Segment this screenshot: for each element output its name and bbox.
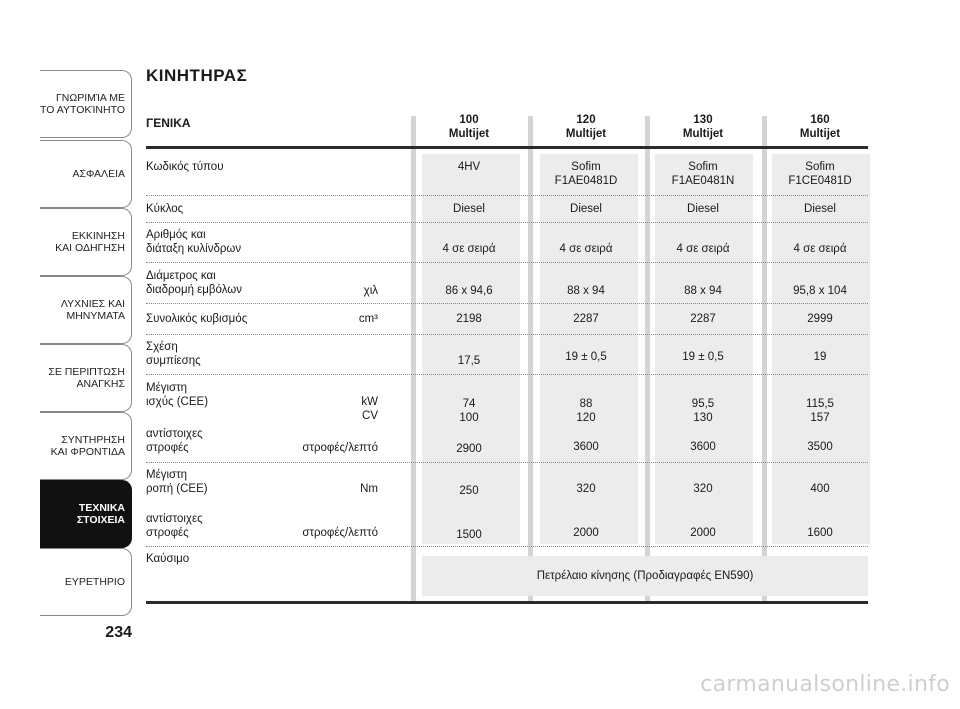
page-title: ΚΙΝΗΤΗΡΑΣ: [146, 66, 248, 85]
column-header-120: 120 Multijet: [565, 114, 607, 140]
cell-cycle-120: Diesel: [570, 203, 602, 215]
tab-lights-messages[interactable]: ΛΥΧΝΙΕΣ ΚΑΙ ΜΗΝΥΜΑΤΑ: [40, 276, 132, 344]
section-label: ΓΕΝΙΚΑ: [146, 116, 191, 130]
tab-safety[interactable]: ΑΣΦΑΛΕΙΑ: [40, 140, 132, 208]
cell-cylinders-120: 4 σε σειρά: [559, 243, 613, 255]
footer-rule: [146, 601, 868, 604]
unit-displacement: cm³: [358, 313, 378, 325]
unit-power: kW CV: [361, 396, 378, 422]
row-label-torque-rpm: αντίστοιχες στροφές: [146, 513, 203, 539]
row-label-displacement: Συνολικός κυβισμός: [146, 313, 248, 325]
cell-torque-rpm-120: 2000: [573, 527, 599, 539]
tab-getting-to-know[interactable]: ΓΝΩΡΙΜΊΑ ΜΕ ΤΟ ΑΥΤΟΚΊΝΗΤΟ: [40, 70, 132, 138]
row-label-cylinders: Αριθμός και διάταξη κυλίνδρων: [146, 229, 242, 255]
cell-power-rpm-120: 3600: [573, 441, 599, 453]
cell-cycle-160: Diesel: [804, 203, 836, 215]
cell-power-rpm-130: 3600: [690, 441, 716, 453]
cell-bore-stroke-160: 95,8 x 104: [793, 285, 847, 297]
cell-torque-160: 400: [810, 483, 830, 495]
cell-engine-code-130: Sofim F1AE0481N: [671, 161, 735, 187]
cell-engine-code-160: Sofim F1CE0481D: [788, 161, 852, 187]
unit-torque: Nm: [360, 483, 378, 495]
row-label-torque: Μέγιστη ροπή (CEE): [146, 469, 208, 495]
cell-torque-130: 320: [693, 483, 713, 495]
row-label-engine-code: Κωδικός τύπου: [146, 161, 224, 173]
page-number: 234: [105, 624, 132, 641]
cell-displacement-160: 2999: [807, 313, 833, 325]
cell-bore-stroke-100: 86 x 94,6: [445, 285, 493, 297]
row-divider: [146, 546, 868, 548]
cell-cylinders-130: 4 σε σειρά: [676, 243, 730, 255]
row-divider: [146, 195, 868, 197]
cell-bore-stroke-120: 88 x 94: [567, 285, 605, 297]
row-divider: [146, 222, 868, 224]
cell-fuel: Πετρέλαιο κίνησης (Προδιαγραφές EN590): [536, 570, 754, 582]
cell-power-rpm-160: 3500: [807, 441, 833, 453]
column-header-130: 130 Multijet: [682, 114, 724, 140]
cell-torque-120: 320: [576, 483, 596, 495]
header-rule: [146, 146, 868, 149]
cell-power-130: 95,5 130: [691, 398, 715, 424]
row-divider: [146, 334, 868, 336]
cell-cylinders-160: 4 σε σειρά: [793, 243, 847, 255]
cell-compression-100: 17,5: [457, 355, 481, 367]
cell-cycle-100: Diesel: [453, 203, 485, 215]
cell-torque-rpm-130: 2000: [690, 527, 716, 539]
column-header-100: 100 Multijet: [448, 114, 490, 140]
cell-displacement-100: 2198: [456, 313, 482, 325]
tab-technical-data[interactable]: ΤΕΧΝΙΚΑ ΣΤΟΙΧΕΙΑ: [40, 480, 132, 548]
cell-power-100: 74 100: [459, 398, 479, 424]
cell-torque-rpm-160: 1600: [807, 527, 833, 539]
cell-torque-100: 250: [459, 485, 479, 497]
watermark: carmanualsonline.info: [700, 672, 950, 697]
cell-engine-code-100: 4HV: [457, 161, 481, 173]
tab-index[interactable]: ΕΥΡΕΤΗΡΙΟ: [40, 548, 132, 616]
cell-power-160: 115,5 157: [806, 398, 834, 424]
cell-compression-120: 19 ± 0,5: [565, 351, 607, 363]
row-label-power: Μέγιστη ισχύς (CEE): [146, 382, 209, 408]
cell-cylinders-100: 4 σε σειρά: [442, 243, 496, 255]
cell-bore-stroke-130: 88 x 94: [684, 285, 722, 297]
row-divider: [146, 262, 868, 264]
cell-power-rpm-100: 2900: [456, 443, 482, 455]
tab-starting-driving[interactable]: ΕΚΚΙΝΗΣΗ ΚΑΙ ΟΔΗΓΗΣΗ: [40, 208, 132, 276]
tab-maintenance[interactable]: ΣΥΝΤΗΡΗΣΗ ΚΑΙ ΦΡΟΝΤΙΔΑ: [40, 412, 132, 480]
row-divider: [146, 303, 868, 305]
row-label-cycle: Κύκλος: [146, 203, 184, 215]
cell-engine-code-120: Sofim F1AE0481D: [554, 161, 618, 187]
cell-displacement-130: 2287: [690, 313, 716, 325]
cell-compression-160: 19: [813, 351, 827, 363]
unit-torque-rpm: στροφές/λεπτό: [302, 527, 378, 539]
tab-emergency[interactable]: ΣΕ ΠΕΡΙΠΤΩΣΗ ΑΝΑΓΚΗΣ: [40, 344, 132, 412]
row-label-fuel: Καύσιμο: [146, 553, 190, 565]
cell-torque-rpm-100: 1500: [456, 529, 482, 541]
cell-power-120: 88 120: [576, 398, 596, 424]
column-header-160: 160 Multijet: [799, 114, 841, 140]
row-divider: [146, 374, 868, 376]
row-label-bore-stroke: Διάμετρος και διαδρομή εμβόλων: [146, 270, 243, 296]
row-divider: [146, 462, 868, 464]
cell-displacement-120: 2287: [573, 313, 599, 325]
row-label-compression: Σχέση συμπίεσης: [146, 341, 201, 367]
unit-bore-stroke: χιλ: [363, 285, 378, 297]
unit-power-rpm: στροφές/λεπτό: [302, 442, 378, 454]
cell-compression-130: 19 ± 0,5: [682, 351, 724, 363]
cell-cycle-130: Diesel: [687, 203, 719, 215]
row-label-power-rpm: αντίστοιχες στροφές: [146, 428, 203, 454]
